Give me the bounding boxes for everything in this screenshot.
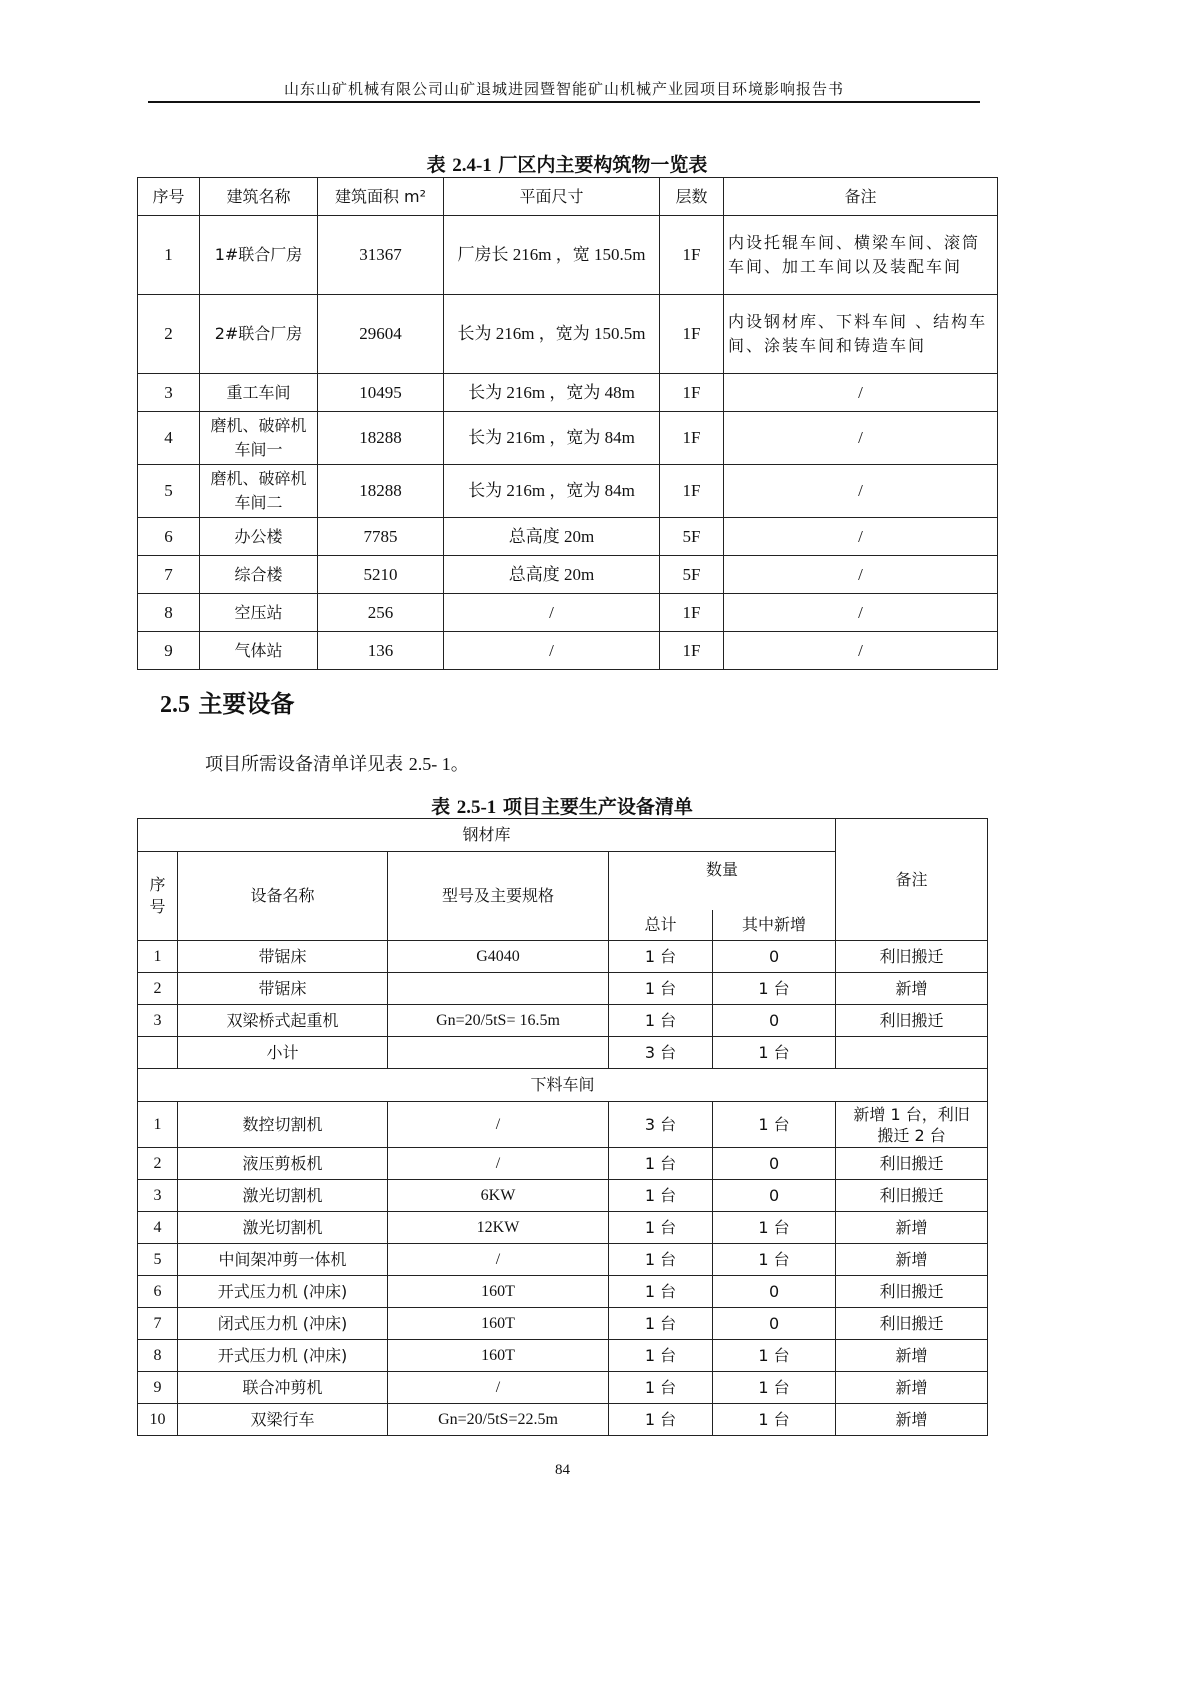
table2-row [138, 1180, 988, 1212]
table2-row [138, 941, 988, 973]
table1-cell-size: 总高度 20m [444, 518, 660, 556]
table2-row [138, 1340, 988, 1372]
table1-cell-size: 长为 216m ，宽为 84m [444, 465, 660, 518]
table2-cell-no: 1 [138, 1102, 178, 1148]
table1-row [138, 632, 998, 670]
equipment-table [137, 818, 988, 1436]
table1-cell-area: 136 [318, 632, 444, 670]
table2-cell-no: 4 [138, 1212, 178, 1244]
table1-cell-area: 256 [318, 594, 444, 632]
table2-cell-total: 1 台 [609, 1005, 713, 1037]
table1-cell-size: 长为 216m ，宽为 150.5m [444, 295, 660, 374]
table2-caption-number: 2.5-1 [456, 797, 497, 818]
table1-cell-floors: 1F [660, 216, 724, 295]
table2-cell-no: 5 [138, 1244, 178, 1276]
table1-row [138, 594, 998, 632]
table2-cell-total: 1 台 [609, 973, 713, 1005]
table2-cell-no [138, 1037, 178, 1069]
table1-cell-note: / [724, 374, 998, 412]
table2-cell-spec: / [388, 1244, 609, 1276]
table2-cell-total: 1 台 [609, 1148, 713, 1180]
table2-cell-new: 1 台 [713, 1037, 836, 1069]
table2-header-new: 其中新增 [713, 910, 836, 941]
table2-cell-no: 7 [138, 1308, 178, 1340]
table2-row [138, 1404, 988, 1436]
table2-cell-no: 3 [138, 1005, 178, 1037]
table1-cell-area: 7785 [318, 518, 444, 556]
table2-group-title: 下料车间 [138, 1069, 988, 1102]
section-paragraph [205, 750, 469, 776]
table1-cell-note: 内设钢材库、下料车间 、结构车间、涂装车间和铸造车间 [724, 295, 998, 374]
table1-row [138, 374, 998, 412]
table2-row [138, 1372, 988, 1404]
table2-header-name: 设备名称 [178, 852, 388, 941]
table1-cell-name: 气体站 [200, 632, 318, 670]
table2-cell-spec: 6KW [388, 1180, 609, 1212]
table1-cell-note: 内设托辊车间、横梁车间、滚筒车间、加工车间以及装配车间 [724, 216, 998, 295]
table2-cell-note: 新增 [836, 1212, 988, 1244]
table2-cell-total: 1 台 [609, 1276, 713, 1308]
structures-table [137, 177, 998, 670]
table1-cell-size: / [444, 632, 660, 670]
table1-cell-name: 2#联合厂房 [200, 295, 318, 374]
table2-row [138, 1276, 988, 1308]
table2-cell-note: 新增 [836, 1244, 988, 1276]
table2-cell-new: 0 [713, 941, 836, 973]
table2-row [138, 1102, 988, 1148]
table1-cell-area: 29604 [318, 295, 444, 374]
table2-header-note: 备注 [836, 819, 988, 941]
table2-cell-total: 1 台 [609, 1340, 713, 1372]
table2-cell-name: 开式压力机 (冲床) [178, 1276, 388, 1308]
table1-cell-no: 5 [138, 465, 200, 518]
table1-cell-floors: 1F [660, 412, 724, 465]
table2-cell-spec [388, 973, 609, 1005]
table2-row [138, 1244, 988, 1276]
table1-row [138, 556, 998, 594]
table2-group-row [138, 1069, 988, 1102]
table1-cell-no: 7 [138, 556, 200, 594]
table1-cell-area: 18288 [318, 412, 444, 465]
table1-cell-no: 8 [138, 594, 200, 632]
table2-cell-name: 激光切割机 [178, 1212, 388, 1244]
table2-cell-name: 带锯床 [178, 973, 388, 1005]
table2-cell-new: 1 台 [713, 1212, 836, 1244]
table1-header-cell: 序号 [138, 178, 200, 216]
table2-row [138, 1037, 988, 1069]
table2-cell-new: 1 台 [713, 1372, 836, 1404]
table1-cell-no: 3 [138, 374, 200, 412]
table1-row [138, 465, 998, 518]
table2-cell-spec [388, 1037, 609, 1069]
table2-cell-spec: 160T [388, 1276, 609, 1308]
document-header: 山东山矿机械有限公司山矿退城进园暨智能矿山机械产业园项目环境影响报告书 [283, 80, 844, 98]
table2-cell-spec: Gn=20/5tS=22.5m [388, 1404, 609, 1436]
table2-cell-note: 利旧搬迁 [836, 941, 988, 973]
table1-cell-floors: 1F [660, 374, 724, 412]
table2-cell-spec: Gn=20/5tS= 16.5m [388, 1005, 609, 1037]
table2-cell-no: 1 [138, 941, 178, 973]
table2-cell-total: 3 台 [609, 1102, 713, 1148]
table2-cell-total: 1 台 [609, 1372, 713, 1404]
table2-group-row [138, 819, 988, 852]
table2-row [138, 1308, 988, 1340]
table1-caption-prefix: 表 [426, 154, 446, 176]
table2-cell-name: 带锯床 [178, 941, 388, 973]
table2-cell-new: 0 [713, 1308, 836, 1340]
table2-cell-total: 3 台 [609, 1037, 713, 1069]
table1-cell-name: 综合楼 [200, 556, 318, 594]
table2-cell-note: 利旧搬迁 [836, 1276, 988, 1308]
table1-cell-name: 1#联合厂房 [200, 216, 318, 295]
table1-cell-name: 办公楼 [200, 518, 318, 556]
table1-cell-no: 2 [138, 295, 200, 374]
table2-cell-note: 利旧搬迁 [836, 1180, 988, 1212]
table1-caption-number: 2.4-1 [452, 155, 492, 176]
table2-cell-new: 1 台 [713, 1102, 836, 1148]
table2-cell-new: 0 [713, 1276, 836, 1308]
table2-caption [137, 792, 987, 819]
table2-cell-spec: 160T [388, 1340, 609, 1372]
table1-cell-note: / [724, 518, 998, 556]
table2-cell-name: 开式压力机 (冲床) [178, 1340, 388, 1372]
table2-row [138, 973, 988, 1005]
table1-cell-floors: 1F [660, 295, 724, 374]
table1-cell-no: 4 [138, 412, 200, 465]
table2-row [138, 1005, 988, 1037]
table2-cell-name: 双梁桥式起重机 [178, 1005, 388, 1037]
section-title: 主要设备 [198, 690, 295, 718]
table2-header-no [138, 852, 178, 941]
table2-cell-name: 双梁行车 [178, 1404, 388, 1436]
page-number: 84 [555, 1462, 570, 1478]
section-number: 2.5 [160, 692, 190, 718]
table2-cell-note: 利旧搬迁 [836, 1308, 988, 1340]
table2-cell-no: 8 [138, 1340, 178, 1372]
table2-caption-text: 项目主要生产设备清单 [502, 796, 693, 818]
table2-header-spec: 型号及主要规格 [388, 852, 609, 941]
table2-row [138, 1212, 988, 1244]
table1-cell-area: 5210 [318, 556, 444, 594]
table2-cell-new: 0 [713, 1180, 836, 1212]
table1-cell-size: 厂房长 216m ，宽 150.5m [444, 216, 660, 295]
table2-cell-name: 激光切割机 [178, 1180, 388, 1212]
table2-cell-name: 液压剪板机 [178, 1148, 388, 1180]
table2-cell-note: 利旧搬迁 [836, 1005, 988, 1037]
table2-cell-no: 6 [138, 1276, 178, 1308]
table1-header-cell: 层数 [660, 178, 724, 216]
table1-cell-name: 重工车间 [200, 374, 318, 412]
table2-cell-spec: 160T [388, 1308, 609, 1340]
table2-cell-no: 9 [138, 1372, 178, 1404]
table2-cell-note: 新增 [836, 973, 988, 1005]
table2-cell-total: 1 台 [609, 941, 713, 973]
table2-cell-total: 1 台 [609, 1180, 713, 1212]
table2-header-no-text: 序号 [149, 875, 166, 916]
paragraph-text: 项目所需设备清单详见表 [205, 754, 403, 775]
table2-cell-spec: / [388, 1372, 609, 1404]
table1-cell-floors: 5F [660, 556, 724, 594]
table2-cell-new: 0 [713, 1148, 836, 1180]
paragraph-end: 。 [450, 754, 469, 775]
table2-cell-no: 2 [138, 1148, 178, 1180]
table1-cell-note: / [724, 465, 998, 518]
table2-cell-new: 1 台 [713, 1244, 836, 1276]
table1-cell-size: 总高度 20m [444, 556, 660, 594]
table2-caption-prefix: 表 [431, 796, 451, 818]
table2-cell-no: 3 [138, 1180, 178, 1212]
table1-cell-no: 9 [138, 632, 200, 670]
table2-cell-name: 小计 [178, 1037, 388, 1069]
table1-header-row [138, 178, 998, 216]
table1-cell-no: 1 [138, 216, 200, 295]
table1-cell-name: 磨机、破碎机车间一 [200, 412, 318, 465]
table1-row [138, 518, 998, 556]
table1-cell-name: 空压站 [200, 594, 318, 632]
table2-cell-spec: 12KW [388, 1212, 609, 1244]
table2-cell-note [836, 1037, 988, 1069]
table2-cell-note: 新增 [836, 1372, 988, 1404]
table1-cell-size: / [444, 594, 660, 632]
table2-cell-note: 利旧搬迁 [836, 1148, 988, 1180]
table2-cell-note: 新增 [836, 1340, 988, 1372]
table1-cell-note: / [724, 594, 998, 632]
table2-header-total: 总计 [609, 910, 713, 941]
table2-cell-name: 闭式压力机 (冲床) [178, 1308, 388, 1340]
table1-caption-text: 厂区内主要构筑物一览表 [498, 154, 708, 176]
table2-cell-new: 1 台 [713, 1340, 836, 1372]
table2-cell-total: 1 台 [609, 1308, 713, 1340]
paragraph-table-ref: 2.5- 1 [408, 754, 451, 774]
table1-header-cell: 平面尺寸 [444, 178, 660, 216]
table1-cell-area: 31367 [318, 216, 444, 295]
table2-cell-no: 10 [138, 1404, 178, 1436]
table2-cell-name: 联合冲剪机 [178, 1372, 388, 1404]
table2-cell-total: 1 台 [609, 1404, 713, 1436]
table2-header-qty: 数量 [609, 852, 836, 910]
table2-cell-no: 2 [138, 973, 178, 1005]
table2-cell-new: 0 [713, 1005, 836, 1037]
table2-cell-name: 数控切割机 [178, 1102, 388, 1148]
table1-cell-floors: 5F [660, 518, 724, 556]
table1-cell-note: / [724, 632, 998, 670]
table1-cell-name: 磨机、破碎机车间二 [200, 465, 318, 518]
table2-cell-new: 1 台 [713, 973, 836, 1005]
table2-cell-total: 1 台 [609, 1244, 713, 1276]
table2-cell-spec: G4040 [388, 941, 609, 973]
header-divider [148, 101, 980, 103]
table2-cell-note: 新增 1 台，利旧搬迁 2 台 [836, 1102, 988, 1148]
table1-cell-area: 18288 [318, 465, 444, 518]
table2-row [138, 1148, 988, 1180]
table1-header-cell: 建筑面积 m² [318, 178, 444, 216]
table1-cell-size: 长为 216m ，宽为 48m [444, 374, 660, 412]
table1-header-cell: 备注 [724, 178, 998, 216]
table1-header-cell: 建筑名称 [200, 178, 318, 216]
table1-caption [137, 150, 997, 177]
table1-cell-note: / [724, 412, 998, 465]
table1-cell-area: 10495 [318, 374, 444, 412]
table2-cell-spec: / [388, 1102, 609, 1148]
table2-cell-new: 1 台 [713, 1404, 836, 1436]
table2-group-title: 钢材库 [138, 819, 836, 852]
table1-cell-no: 6 [138, 518, 200, 556]
table1-cell-floors: 1F [660, 594, 724, 632]
table1-cell-note: / [724, 556, 998, 594]
table1-cell-floors: 1F [660, 632, 724, 670]
section-heading [160, 684, 294, 719]
table1-row [138, 295, 998, 374]
table2-cell-total: 1 台 [609, 1212, 713, 1244]
table2-cell-name: 中间架冲剪一体机 [178, 1244, 388, 1276]
table1-row [138, 412, 998, 465]
table2-cell-spec: / [388, 1148, 609, 1180]
table1-cell-floors: 1F [660, 465, 724, 518]
table2-cell-note: 新增 [836, 1404, 988, 1436]
table1-row [138, 216, 998, 295]
table1-cell-size: 长为 216m ，宽为 84m [444, 412, 660, 465]
